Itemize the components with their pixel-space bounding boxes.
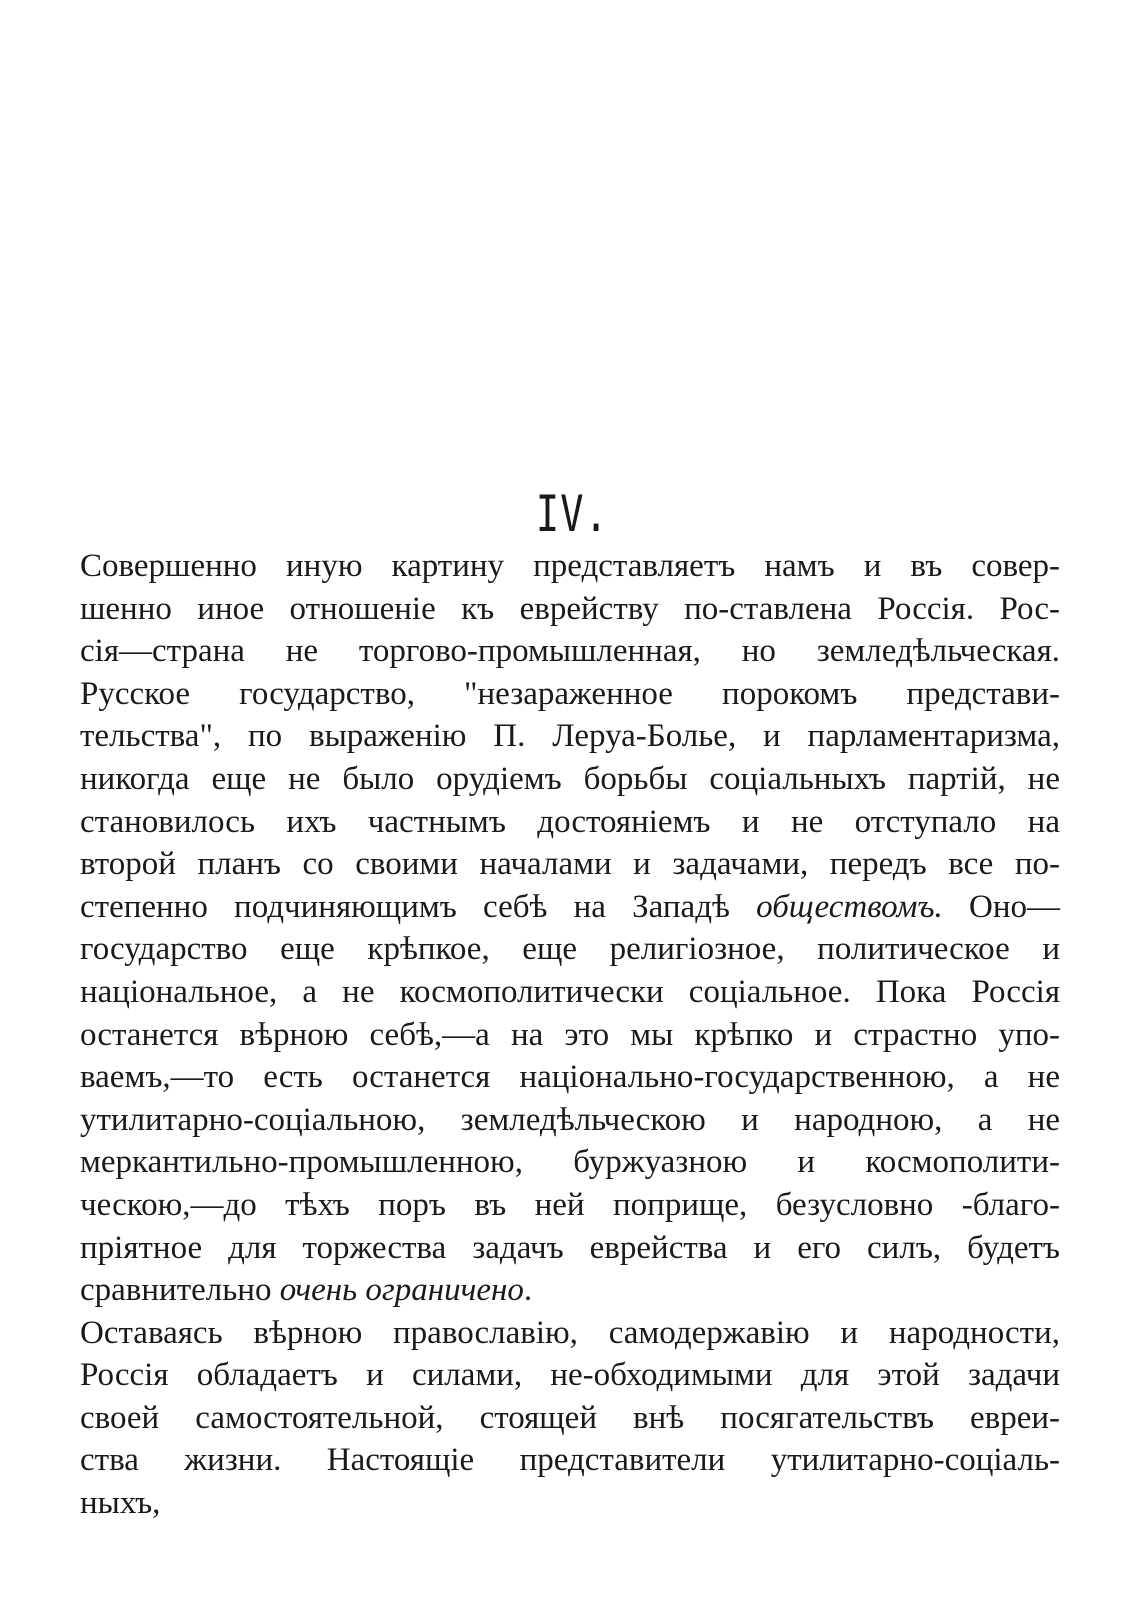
text-line: ства жизни. Настоящіе представители утилитарно-соціаль- <box>80 1442 1060 1479</box>
text-line: государство еще крѣпкое, еще религіозное, политическое и <box>80 931 1060 968</box>
text-line: останется вѣрною себѣ,—а на это мы крѣпко и страстно упо- <box>80 1016 1060 1053</box>
text-line: пріятное для торжества задачъ еврейства и его силъ, будетъ <box>80 1229 1060 1266</box>
text-line: утилитарно-соціальною, земледѣльческою и народною, а не <box>80 1101 1060 1138</box>
text-line: ныхъ, <box>80 1485 161 1522</box>
text-line: Совершенно иную картину представляетъ намъ и въ совер- <box>80 548 1060 584</box>
body-text <box>80 545 1060 1525</box>
text-line: степенно подчиняющимъ себѣ на Западѣ обществомъ. Оно— <box>80 888 1060 925</box>
text-line: Русское государство, "незараженное порокомъ представи- <box>80 675 1060 712</box>
text-line: ческою,—до тѣхъ поръ въ ней поприще, безусловно -благо- <box>80 1186 1060 1223</box>
italic-emphasis: очень ограничено <box>279 1272 524 1309</box>
text-line: сравнительно очень ограничено. <box>80 1272 533 1309</box>
text-line: никогда еще не было орудіемъ борьбы соціальныхъ партій, не <box>80 760 1060 797</box>
text-line: тельства", по выраженію П. Леруа-Болье, и парламентаризма, <box>80 718 1060 755</box>
text-line: Оставаясь вѣрною православію, самодержавію и народности, <box>80 1314 1060 1351</box>
text-line: ваемъ,—то есть останется національно-государственною, а не <box>80 1059 1060 1096</box>
chapter-heading: IV. <box>535 485 609 543</box>
text-line: своей самостоятельной, стоящей внѣ посягательствъ евреи- <box>80 1399 1060 1436</box>
text-line: шенно иное отношеніе къ еврейству по-ставлена Россія. Рос- <box>80 590 1060 627</box>
text-line: меркантильно-промышленною, буржуазною и космополити- <box>80 1144 1060 1181</box>
text-line: становилось ихъ частнымъ достояніемъ и не отступало на <box>80 803 1060 840</box>
text-line: національное, а не космополитически соціальное. Пока Россія <box>80 973 1060 1010</box>
text-line: второй планъ со своими началами и задачами, передъ все по- <box>80 846 1060 883</box>
text-line: сія—страна не торгово-промышленная, но земледѣльческая. <box>80 633 1060 670</box>
italic-emphasis: обществомъ. <box>756 888 943 925</box>
text-line: Россія обладаетъ и силами, не-обходимыми для этой задачи <box>80 1357 1060 1394</box>
